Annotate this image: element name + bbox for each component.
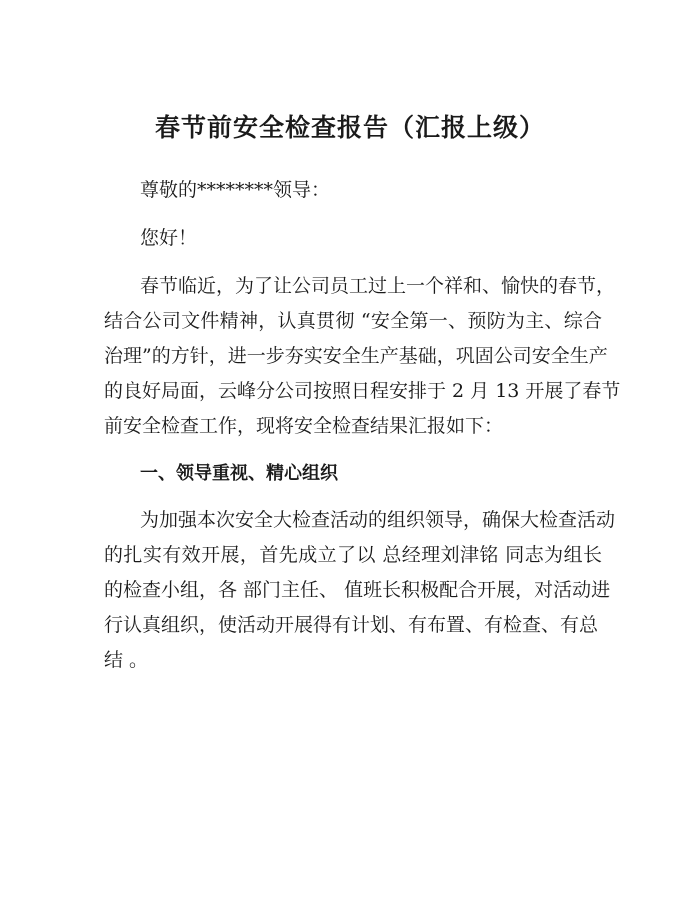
greeting: 您好！: [140, 227, 198, 249]
paragraph-line: 治理”的方针，进一步夯实安全生产基础，巩固公司安全生产: [104, 345, 608, 367]
paragraph-line: 行认真组织，使活动开展得有计划、有布置、有检查、有总: [104, 614, 599, 636]
paragraph-line: 春节临近，为了让公司员工过上一个祥和、愉快的春节，: [140, 275, 616, 297]
paragraph-line: 的扎实有效开展，首先成立了以 总经理刘津铭 同志为组长: [104, 544, 602, 566]
paragraph-line: 结合公司文件精神，认真贯彻 “安全第一、预防为主、综合: [104, 310, 602, 332]
paragraph-line: 结 。: [104, 649, 149, 671]
section-heading: 一、领导重视、精心组织: [140, 463, 338, 484]
paragraph-line: 的良好局面，云峰分公司按照日程安排于 2 月 13 开展了春节: [104, 380, 621, 402]
document-title: 春节前安全检查报告（汇报上级）: [154, 113, 545, 142]
paragraph-line: 为加强本次安全大检查活动的组织领导，确保大检查活动: [140, 509, 616, 531]
paragraph-line: 的检查小组，各 部门主任、 值班长积极配合开展，对活动进: [104, 579, 611, 601]
salutation: 尊敬的********领导：: [140, 179, 331, 201]
paragraph-line: 前安全检查工作，现将安全检查结果汇报如下：: [104, 415, 504, 437]
